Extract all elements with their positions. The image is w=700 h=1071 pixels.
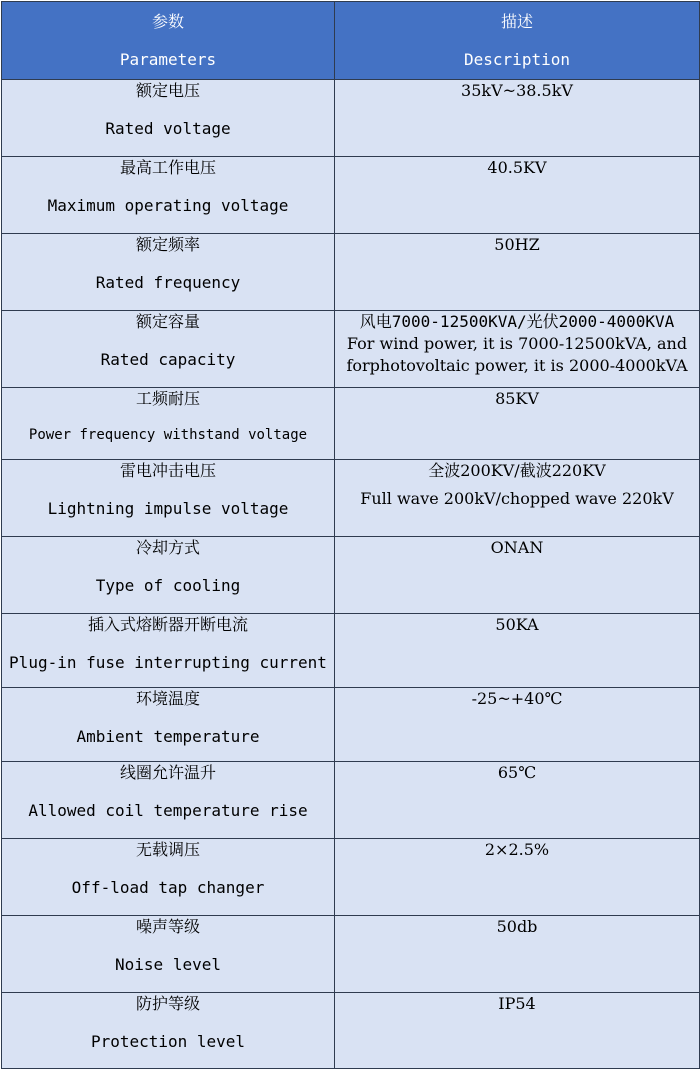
- parameter-cell: [2, 234, 335, 311]
- table-row: [2, 614, 700, 688]
- parameter-cell: [2, 839, 335, 916]
- table-row: [2, 388, 700, 460]
- description-cell: [335, 311, 700, 388]
- parameter-name-cn: 额定电压: [135, 81, 200, 100]
- description-cell: [335, 80, 700, 157]
- description-value: 2×2.5%: [484, 840, 550, 859]
- parameters-header-en: Parameters: [119, 49, 217, 69]
- parameter-cell: [2, 80, 335, 157]
- parameter-cell: [2, 388, 335, 460]
- parameter-cell: [2, 688, 335, 762]
- description-cell: [335, 614, 700, 688]
- description-header-en: Description: [464, 49, 570, 69]
- parameter-name-cn: 插入式熔断器开断电流: [87, 615, 248, 634]
- description-cell: [335, 839, 700, 916]
- parameter-name-cn: 额定容量: [135, 312, 200, 331]
- description-cell: [335, 537, 700, 614]
- table-row: [2, 311, 700, 388]
- parameter-cell: [2, 993, 335, 1069]
- table-row: [2, 157, 700, 234]
- parameter-name-cn: 线圈允许温升: [119, 763, 216, 782]
- table-row: [2, 762, 700, 839]
- parameter-name-en: Rated voltage: [105, 119, 231, 138]
- description-cell: [335, 993, 700, 1069]
- parameter-cell: [2, 916, 335, 993]
- parameter-cell: [2, 311, 335, 388]
- table-row: [2, 234, 700, 311]
- parameter-name-en: Allowed coil temperature rise: [28, 801, 308, 820]
- parameter-name-cn: 额定频率: [135, 235, 200, 254]
- table-row: [2, 993, 700, 1069]
- description-value-cn: 风电7000-12500KVA/光伏2000-4000KVA: [359, 312, 675, 331]
- table-row: [2, 839, 700, 916]
- parameter-cell: [2, 614, 335, 688]
- table-header: [2, 2, 700, 80]
- parameter-name-en: Lightning impulse voltage: [47, 499, 289, 518]
- parameter-name-en: Maximum operating voltage: [47, 196, 289, 215]
- description-value: 50KA: [495, 615, 539, 634]
- table-row: [2, 537, 700, 614]
- description-value: 65℃: [497, 763, 537, 782]
- table-row: [2, 460, 700, 537]
- parameter-name-cn: 工频耐压: [135, 389, 200, 408]
- description-value: 85KV: [495, 389, 539, 408]
- parameter-name-en: Noise level: [115, 955, 221, 974]
- parameters-header-cn: 参数: [151, 11, 184, 31]
- parameter-cell: [2, 537, 335, 614]
- parameter-cell: [2, 762, 335, 839]
- parameter-name-cn: 无载调压: [135, 840, 200, 859]
- description-cell: [335, 157, 700, 234]
- parameter-name-en: Off-load tap changer: [71, 878, 265, 897]
- description-cell: [335, 388, 700, 460]
- parameter-name-en: Rated frequency: [95, 273, 241, 292]
- description-value: ONAN: [490, 538, 544, 557]
- description-cell: [335, 916, 700, 993]
- parameter-name-cn: 噪声等级: [135, 917, 200, 936]
- description-value-cn: 全波200KV/截波220KV: [428, 461, 606, 480]
- description-value: 40.5KV: [487, 158, 547, 177]
- parameter-name-cn: 冷却方式: [135, 538, 200, 557]
- description-value: 35kV~38.5kV: [461, 81, 573, 100]
- table-row: [2, 688, 700, 762]
- parameter-name-en: Plug-in fuse interrupting current: [9, 653, 327, 672]
- description-cell: [335, 234, 700, 311]
- parameter-name-cn: 防护等级: [135, 994, 200, 1013]
- description-cell: [335, 762, 700, 839]
- table-row: [2, 80, 700, 157]
- description-cell: [335, 460, 700, 537]
- parameter-cell: [2, 157, 335, 234]
- parameter-name-cn: 雷电冲击电压: [119, 461, 216, 480]
- parameter-name-cn: 最高工作电压: [119, 158, 216, 177]
- description-cell: [335, 688, 700, 762]
- description-value: 50HZ: [494, 235, 540, 254]
- description-value: -25~+40℃: [471, 689, 563, 708]
- parameter-cell: [2, 460, 335, 537]
- description-header: [335, 2, 700, 80]
- description-value: IP54: [498, 994, 536, 1013]
- parameter-name-en: Rated capacity: [100, 350, 236, 369]
- parameter-name-en: Protection level: [90, 1032, 246, 1051]
- description-header-cn: 描述: [500, 11, 533, 31]
- table-body: [2, 80, 700, 1069]
- parameter-name-cn: 环境温度: [135, 689, 200, 708]
- parameter-name-en: Power frequency withstand voltage: [28, 427, 308, 443]
- description-value: 50db: [496, 917, 538, 936]
- spec-table: [1, 1, 700, 1069]
- description-value-en: Full wave 200kV/chopped wave 220kV: [360, 489, 674, 508]
- parameter-name-en: Type of cooling: [95, 576, 241, 595]
- parameter-name-en: Ambient temperature: [76, 727, 260, 746]
- header-row: [2, 2, 700, 80]
- description-value-en-1: For wind power, it is 7000-12500kVA, and: [346, 334, 688, 353]
- description-value-en-2: forphotovoltaic power, it is 2000-4000kVA: [346, 356, 688, 375]
- table-row: [2, 916, 700, 993]
- parameters-header: [2, 2, 335, 80]
